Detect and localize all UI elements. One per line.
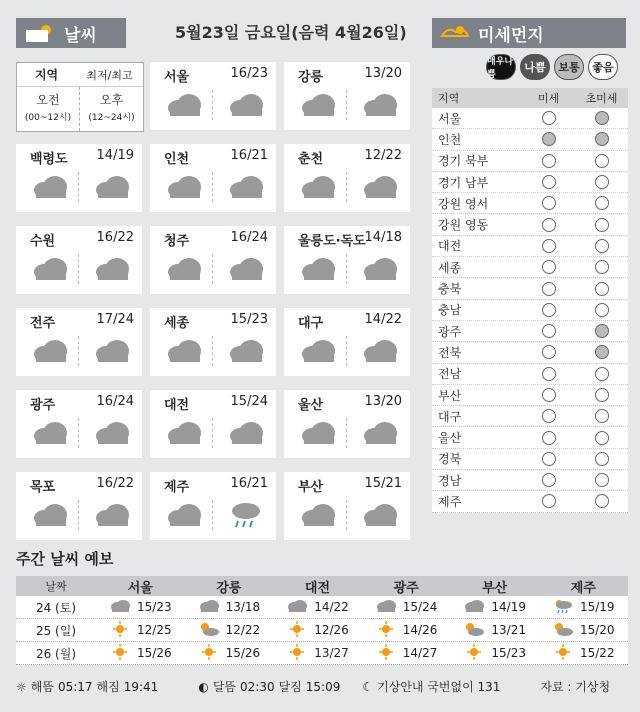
weekly-cell	[185, 621, 274, 640]
city-temp: 15/24	[230, 394, 268, 409]
weekly-temp: 15/26	[225, 646, 261, 660]
pm25-status-dot	[595, 431, 609, 445]
dust-legend-item: 나쁨	[520, 54, 550, 80]
sun-icon	[375, 644, 397, 663]
sunset-time: 19:41	[123, 679, 159, 694]
weekly-row	[16, 642, 628, 665]
dust-region: 경기 북부	[438, 154, 489, 169]
dust-header	[432, 18, 626, 48]
cloud-icon	[30, 336, 70, 366]
pm10-status-dot	[542, 452, 556, 466]
city-name: 울릉도·독도	[298, 234, 366, 249]
suncloud-icon	[552, 621, 574, 640]
dust-row	[432, 236, 628, 257]
weekly-date: 26 (월)	[35, 646, 77, 661]
city-card	[284, 390, 410, 458]
dust-region: 부산	[438, 388, 462, 403]
legend-region: 지역	[34, 68, 59, 82]
weekly-temp: 15/19	[579, 600, 615, 614]
weekly-cell	[362, 598, 451, 617]
pm10-status-dot	[542, 175, 556, 189]
pm25-status-dot	[595, 282, 609, 296]
city-name: 세종	[164, 316, 190, 331]
weather-phone: 기상안내 국번없이 131	[377, 680, 501, 694]
pm10-status-dot	[542, 345, 556, 359]
city-card	[284, 308, 410, 376]
city-temp: 14/19	[96, 148, 134, 163]
city-name: 부산	[298, 480, 324, 495]
moonset-label: 달짐	[278, 680, 302, 694]
dust-head-pm10: 미세	[537, 92, 560, 105]
sun-icon	[286, 644, 308, 663]
city-name: 서울	[164, 70, 190, 85]
weekly-temp: 13/21	[491, 623, 526, 637]
cloud-icon	[360, 254, 400, 284]
weekly-city-header: 제주	[570, 580, 596, 596]
cloud-icon	[360, 172, 400, 202]
weekly-city-header: 대전	[304, 580, 331, 596]
dust-row	[432, 300, 628, 321]
sunrise-time: 05:17	[57, 679, 93, 694]
cloud-icon	[226, 418, 266, 448]
pm25-status-dot	[595, 260, 609, 274]
pm10-status-dot	[542, 324, 556, 338]
weekly-row	[16, 619, 628, 642]
city-temp: 16/21	[230, 476, 268, 491]
dust-head-region: 지역	[438, 92, 460, 105]
suncloud-icon	[198, 621, 220, 640]
weekly-cell	[450, 598, 539, 617]
dust-row	[432, 129, 628, 150]
weekly-date: 24 (토)	[35, 600, 77, 615]
weekly-temp: 12/25	[137, 623, 172, 637]
pm10-status-dot	[542, 431, 556, 445]
city-temp: 17/24	[96, 312, 134, 327]
cloud-icon	[92, 254, 132, 284]
weekly-cell	[450, 644, 539, 663]
dust-row	[432, 342, 628, 363]
pm25-status-dot	[595, 111, 609, 125]
dust-region: 인천	[438, 132, 462, 147]
dust-region: 대전	[438, 239, 462, 254]
dust-row	[432, 449, 628, 470]
pm10-status-dot	[542, 388, 556, 402]
weekly-row	[16, 596, 628, 619]
partly-sunny-icon	[24, 22, 58, 44]
dust-region: 충북	[438, 282, 462, 297]
dust-row	[432, 257, 628, 278]
pm25-status-dot	[595, 218, 609, 232]
dust-region: 세종	[438, 260, 462, 275]
city-card	[150, 62, 276, 130]
city-name: 전주	[30, 316, 56, 331]
weekly-cell	[450, 621, 539, 640]
pm10-status-dot	[542, 367, 556, 381]
city-card	[284, 472, 410, 540]
weekly-cell	[96, 598, 185, 617]
dust-table	[432, 88, 628, 513]
city-name: 제주	[164, 480, 190, 495]
weekly-city-header: 서울	[127, 580, 153, 596]
dust-row	[432, 193, 628, 214]
city-name: 대구	[298, 316, 324, 331]
cloud-icon	[164, 418, 204, 448]
dust-row	[432, 151, 628, 172]
phone-icon: ☾	[362, 679, 374, 694]
dust-region: 전북	[438, 345, 462, 360]
pm10-status-dot	[542, 260, 556, 274]
weekly-temp: 15/26	[137, 646, 172, 660]
city-temp: 16/24	[230, 230, 268, 245]
pm10-status-dot	[542, 132, 556, 146]
weekly-temp: 14/27	[402, 646, 438, 660]
sunrise-icon: ☼	[16, 679, 27, 694]
city-card	[16, 390, 142, 458]
city-temp: 16/23	[230, 66, 268, 81]
pm25-status-dot	[595, 388, 609, 402]
moonset-time: 15:09	[305, 679, 341, 694]
pm10-status-dot	[542, 239, 556, 253]
sunrise-label: 해뜸	[30, 680, 54, 694]
pm10-status-dot	[542, 303, 556, 317]
city-name: 광주	[30, 398, 56, 413]
cloud-icon	[30, 418, 70, 448]
pm25-status-dot	[595, 132, 609, 146]
pm25-status-dot	[595, 196, 609, 210]
city-card	[16, 308, 142, 376]
weekly-temp: 14/22	[314, 600, 349, 614]
cloud-icon	[30, 254, 70, 284]
cloud-icon	[92, 172, 132, 202]
source-label: 자료 : 기상청	[540, 680, 611, 694]
moonrise-time: 02:30	[240, 679, 275, 694]
city-card	[16, 472, 142, 540]
weekly-cell	[96, 644, 185, 663]
weekly-cell	[185, 598, 274, 617]
cloud-icon	[92, 418, 132, 448]
city-temp: 13/20	[364, 394, 402, 409]
weekly-cell	[539, 621, 628, 640]
city-card	[150, 308, 276, 376]
pm25-status-dot	[595, 239, 609, 253]
dust-row	[432, 385, 628, 406]
cloud-icon	[164, 336, 204, 366]
weekly-temp: 12/26	[314, 623, 349, 637]
cloud-icon	[298, 172, 338, 202]
pm25-status-dot	[595, 345, 609, 359]
dust-title: 미세먼지	[478, 25, 544, 46]
pm10-status-dot	[542, 111, 556, 125]
weekly-cell	[539, 644, 628, 663]
sun-icon	[552, 644, 574, 663]
weekly-temp: 12/22	[225, 623, 261, 637]
cloud-icon	[109, 598, 131, 617]
city-temp: 14/18	[364, 230, 402, 245]
date-label: 5월23일 금요일(음력 4월26일)	[175, 23, 407, 42]
dust-row	[432, 491, 628, 512]
city-card	[284, 226, 410, 294]
cloud-icon	[286, 598, 308, 617]
pm25-status-dot	[595, 452, 609, 466]
weekly-city-header: 광주	[393, 580, 419, 596]
cloud-icon	[226, 90, 266, 120]
pm25-status-dot	[595, 175, 609, 189]
dust-region: 전남	[438, 367, 462, 382]
sun-icon	[109, 644, 131, 663]
city-temp: 16/21	[230, 148, 268, 163]
weekly-title: 주간 날씨 예보	[16, 550, 114, 568]
city-name: 청주	[164, 234, 190, 249]
cloud-icon	[298, 90, 338, 120]
dust-row	[432, 172, 628, 193]
weekly-city-header: 부산	[482, 580, 508, 596]
dust-icon	[438, 22, 472, 44]
legend-am: 오전 (00~12시)	[17, 87, 80, 131]
dust-region: 충남	[438, 303, 462, 318]
dust-row	[432, 278, 628, 299]
city-temp: 13/20	[364, 66, 402, 81]
legend-minmax: 최저/최고	[86, 68, 133, 82]
weekly-temp: 13/27	[314, 646, 349, 660]
weekly-temp: 15/22	[579, 646, 615, 660]
weekly-cell	[539, 598, 628, 617]
dust-region: 경북	[438, 452, 462, 467]
cloud-icon	[226, 336, 266, 366]
dust-region: 강원 영서	[438, 196, 489, 211]
city-card	[150, 390, 276, 458]
dust-head-pm25: 초미세	[585, 92, 618, 105]
city-name: 백령도	[30, 152, 68, 167]
pm25-status-dot	[595, 367, 609, 381]
pm25-status-dot	[595, 494, 609, 508]
dust-legend	[486, 54, 618, 80]
moonrise-icon: ◐	[198, 679, 209, 694]
cloud-icon	[298, 254, 338, 284]
city-temp: 14/22	[364, 312, 402, 327]
pm10-status-dot	[542, 409, 556, 423]
weekly-city-header: 강릉	[216, 580, 242, 596]
dust-region: 광주	[438, 324, 462, 339]
dust-region: 제주	[438, 494, 462, 509]
pm10-status-dot	[542, 282, 556, 296]
cloud-icon	[198, 598, 220, 617]
pm10-status-dot	[542, 473, 556, 487]
dust-region: 울산	[438, 431, 462, 446]
dust-region: 강원 영동	[438, 218, 489, 233]
city-card	[150, 472, 276, 540]
weekly-cell	[362, 621, 451, 640]
dust-region: 경기 남부	[438, 175, 489, 190]
weekly-cell	[185, 644, 274, 663]
weekly-cell	[273, 644, 362, 663]
cloud-icon	[92, 500, 132, 530]
weekly-cell	[96, 621, 185, 640]
pm10-status-dot	[542, 196, 556, 210]
moonrise-label: 달뜸	[212, 680, 236, 694]
city-temp: 16/22	[96, 230, 134, 245]
pm10-status-dot	[542, 218, 556, 232]
city-card	[284, 144, 410, 212]
dust-region: 서울	[438, 111, 462, 126]
pm25-status-dot	[595, 409, 609, 423]
pm10-status-dot	[542, 494, 556, 508]
city-temp: 15/23	[230, 312, 268, 327]
weekly-temp: 15/23	[137, 600, 172, 614]
dust-row	[432, 364, 628, 385]
city-card	[16, 144, 142, 212]
city-card	[150, 144, 276, 212]
cloud-icon	[30, 500, 70, 530]
cloud-icon	[30, 172, 70, 202]
pm25-status-dot	[595, 473, 609, 487]
city-card	[150, 226, 276, 294]
cloud-icon	[375, 598, 397, 617]
cloud-icon	[92, 336, 132, 366]
weekly-temp: 14/19	[491, 600, 526, 614]
dust-row	[432, 214, 628, 235]
city-temp: 16/22	[96, 476, 134, 491]
region-legend	[16, 62, 144, 132]
city-temp: 16/24	[96, 394, 134, 409]
weather-title: 날씨	[64, 25, 97, 46]
city-name: 대전	[164, 398, 190, 413]
sun-icon	[375, 621, 397, 640]
dust-region: 경남	[438, 473, 462, 488]
cloud-icon	[360, 500, 400, 530]
pm25-status-dot	[595, 324, 609, 338]
city-name: 인천	[164, 152, 190, 167]
cloud-icon	[226, 254, 266, 284]
city-name: 수원	[30, 234, 56, 249]
dust-row	[432, 470, 628, 491]
weather-header	[16, 18, 126, 48]
city-card	[284, 62, 410, 130]
cloud-icon	[164, 90, 204, 120]
sun-icon	[109, 621, 131, 640]
sun-icon	[463, 644, 485, 663]
city-name: 목포	[30, 480, 56, 495]
cloud-icon	[298, 500, 338, 530]
pm10-status-dot	[542, 154, 556, 168]
cloud-icon	[164, 172, 204, 202]
dust-row	[432, 108, 628, 129]
cloud-icon	[298, 336, 338, 366]
cloud-icon	[463, 598, 485, 617]
weekly-cell	[362, 644, 451, 663]
city-temp: 12/22	[364, 148, 402, 163]
cloud-icon	[164, 254, 204, 284]
weekly-cell	[273, 621, 362, 640]
pm25-status-dot	[595, 154, 609, 168]
pm25-status-dot	[595, 303, 609, 317]
rain-icon	[552, 598, 574, 617]
city-name: 강릉	[298, 70, 324, 85]
weekly-forecast-table	[16, 576, 628, 665]
weekly-temp: 13/18	[225, 600, 261, 614]
cloud-icon	[360, 90, 400, 120]
sunset-label: 해짐	[96, 680, 120, 694]
city-name: 울산	[298, 398, 324, 413]
weekly-temp: 15/24	[402, 600, 438, 614]
dust-row	[432, 321, 628, 342]
dust-legend-item: 좋음	[588, 54, 618, 80]
footer	[16, 678, 628, 695]
city-name: 춘천	[298, 152, 324, 167]
cloud-icon	[360, 418, 400, 448]
cloud-icon	[360, 336, 400, 366]
dust-region: 대구	[438, 409, 462, 424]
city-card	[16, 226, 142, 294]
legend-pm: 오후 (12~24시)	[88, 93, 135, 123]
dust-legend-item: 보통	[554, 54, 584, 80]
cloud-icon	[226, 172, 266, 202]
sun-icon	[286, 621, 308, 640]
sun-icon	[198, 644, 220, 663]
suncloud-icon	[463, 621, 485, 640]
dust-row	[432, 427, 628, 448]
weekly-temp: 14/26	[402, 623, 438, 637]
weekly-date: 25 (일)	[35, 623, 77, 638]
cloud-icon	[298, 418, 338, 448]
rain-icon	[226, 500, 266, 530]
cloud-icon	[164, 500, 204, 530]
dust-legend-item: 매우나쁨	[486, 54, 516, 80]
weekly-temp: 15/20	[579, 623, 615, 637]
weekly-temp: 15/23	[491, 646, 526, 660]
dust-row	[432, 406, 628, 427]
weekly-cell	[273, 598, 362, 617]
city-temp: 15/21	[364, 476, 402, 491]
weekly-date-header: 날짜	[45, 580, 67, 593]
